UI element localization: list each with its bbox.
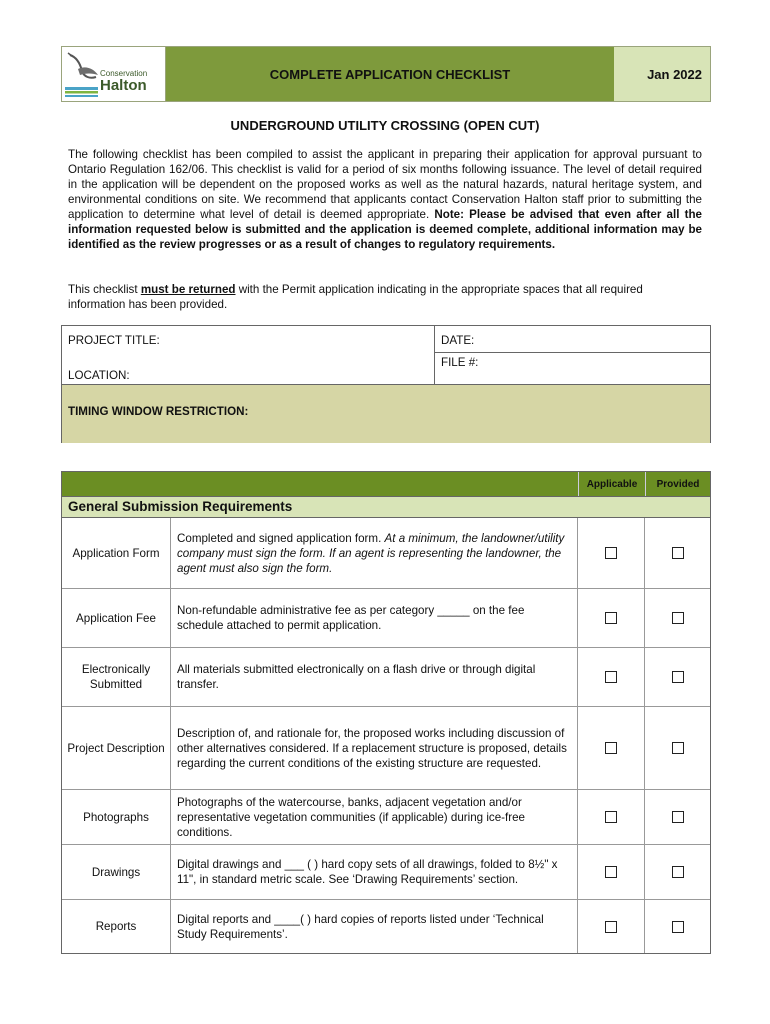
row-description: Description of, and rationale for, the proposed works including discussion of other alternatives considered. If a replacement structure is proposed, details regarding the current conditions of the existing structure are requested.: [171, 707, 578, 789]
project-title-label: PROJECT TITLE:: [68, 334, 160, 347]
project-title-cell[interactable]: [62, 326, 435, 384]
location-label: LOCATION:: [68, 369, 130, 382]
applicable-checkbox[interactable]: [605, 866, 617, 878]
timing-window-label: TIMING WINDOW RESTRICTION:: [68, 405, 249, 418]
row-description: Digital reports and ____( ) hard copies of reports listed under ‘Technical Study Requirements’.: [171, 900, 578, 953]
date-cell[interactable]: [435, 326, 710, 353]
checklist-table: [61, 471, 711, 954]
checklist-header-row: [62, 472, 710, 496]
document-header: [61, 46, 711, 102]
intro-text: The following checklist has been compiled to assist the applicant in preparing their application for approval pursuant to Ontario Regulation 162/06. This checklist is valid for a period of six months following issuance. The level of detail required in the application will be dependent on the proposed works as well as the natural hazards, natural heritage system, and environmental conditions on site. We recommend that applicants contact Conservation Halton staff prior to submitting the application to determine what level of detail is deemed appropriate.: [68, 148, 702, 221]
row-label: Photographs: [62, 790, 171, 844]
provided-checkbox[interactable]: [672, 547, 684, 559]
return-prefix: This checklist: [68, 283, 141, 296]
date-label: DATE:: [441, 334, 475, 347]
checklist-row-application-form: [62, 518, 710, 589]
row-description: Digital drawings and ___ ( ) hard copy sets of all drawings, folded to 8½" x 11", in standard metric scale. See ‘Drawing Requirements’ section.: [171, 845, 578, 899]
provided-checkbox[interactable]: [672, 811, 684, 823]
intro-note: Note: Please be advised that even after all the information requested below is submitted and the application is deemed complete, additional information may be identified as the review progresses or as a result of changes to regulatory requirements.: [68, 208, 702, 251]
provided-checkbox[interactable]: [672, 921, 684, 933]
checklist-row-application-fee: [62, 589, 710, 648]
project-info-box: [61, 325, 711, 443]
row-label: Electronically Submitted: [62, 648, 171, 706]
row-label: Application Fee: [62, 589, 171, 647]
conservation-halton-logo: [62, 47, 166, 101]
return-suffix: with the Permit application indicating in the appropriate spaces that all required information has been provided.: [68, 283, 643, 311]
document-subtitle: UNDERGROUND UTILITY CROSSING (OPEN CUT): [230, 118, 540, 133]
row-description: Non-refundable administrative fee as per category _____ on the fee schedule attached to permit application.: [171, 589, 578, 647]
return-instructions: [68, 282, 702, 312]
applicable-column-header: Applicable: [578, 472, 645, 496]
applicable-checkbox[interactable]: [605, 811, 617, 823]
logo-text-halton: Halton: [100, 77, 147, 94]
row-description: Completed and signed application form. At a minimum, the landowner/utility company must sign the form. If an agent is representing the landowner, the agent must also sign the form.: [171, 518, 578, 588]
applicable-checkbox[interactable]: [605, 547, 617, 559]
checklist-row-drawings: [62, 845, 710, 900]
row-label: Drawings: [62, 845, 171, 899]
file-number-label: FILE #:: [441, 356, 479, 369]
section-heading: General Submission Requirements: [62, 496, 710, 518]
applicable-checkbox[interactable]: [605, 612, 617, 624]
document-date: Jan 2022: [614, 47, 710, 101]
checklist-row-project-description: [62, 707, 710, 790]
applicable-checkbox[interactable]: [605, 921, 617, 933]
provided-checkbox[interactable]: [672, 866, 684, 878]
provided-checkbox[interactable]: [672, 742, 684, 754]
provided-checkbox[interactable]: [672, 671, 684, 683]
row-label: Application Form: [62, 518, 171, 588]
timing-window-cell[interactable]: [62, 384, 710, 443]
logo-text-conservation: Conservation: [100, 69, 148, 78]
document-title: COMPLETE APPLICATION CHECKLIST: [166, 47, 614, 101]
checklist-row-photographs: [62, 790, 710, 845]
applicable-checkbox[interactable]: [605, 671, 617, 683]
checklist-row-electronically-submitted: [62, 648, 710, 707]
row-label: Reports: [62, 900, 171, 953]
applicable-checkbox[interactable]: [605, 742, 617, 754]
provided-checkbox[interactable]: [672, 612, 684, 624]
return-emphasis: must be returned: [140, 283, 236, 296]
row-description: Photographs of the watercourse, banks, adjacent vegetation and/or representative vegetation communities (if applicable) during ice-free conditions.: [171, 790, 578, 844]
provided-column-header: Provided: [645, 472, 710, 496]
row-description: All materials submitted electronically on a flash drive or through digital transfer.: [171, 648, 578, 706]
intro-paragraph: [68, 147, 702, 252]
row-label: Project Description: [62, 707, 171, 789]
checklist-row-reports: [62, 900, 710, 953]
